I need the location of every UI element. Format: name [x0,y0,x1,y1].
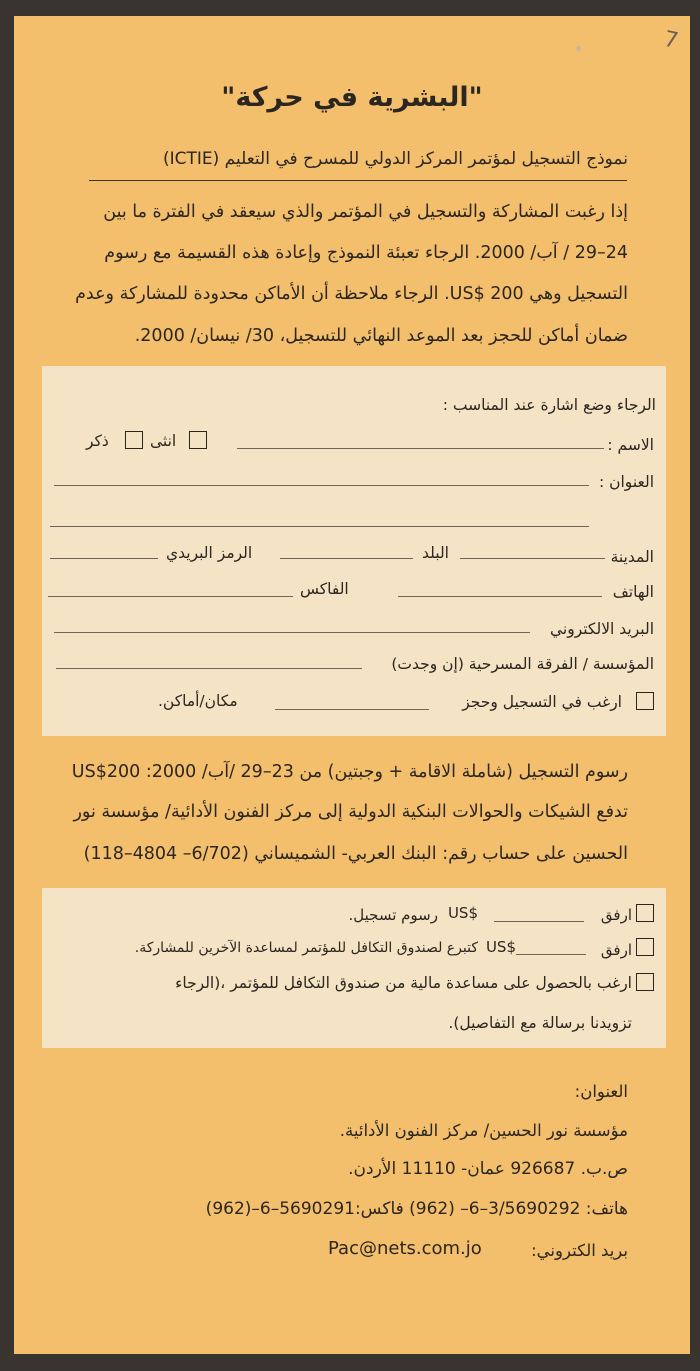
fees-line-3: الحسين على حساب رقم: البنك العربي- الشميساني (6/702– 4804–118) [83,844,628,864]
form-subtitle: نموذج التسجيل لمؤتمر المركز الدولي للمسرح في التعليم (ICTIE) [162,149,628,169]
fee-text: رسوم تسجيل. [348,906,438,924]
financial-aid-line-2: تزويدنا برسالة مع التفاصيل). [448,1014,632,1032]
handwritten-mark: 7 [661,26,681,55]
email-field[interactable] [54,632,530,633]
city-field[interactable] [460,558,605,559]
financial-aid-line-1: ارغب بالحصول على مساعدة مالية من صندوق التكافل للمؤتمر ،(الرجاء [175,974,632,992]
instruction-text: الرجاء وضع اشارة عند المناسب : [442,396,656,414]
attach-donation-checkbox[interactable] [636,938,654,956]
phone-label: الهاتف [612,583,654,601]
registration-card [14,16,690,1354]
org-field[interactable] [56,668,362,669]
donation-text: كتبرع لصندوق التكافل للمؤتمر لمساعدة الآخرين للمشاركة. [134,940,478,956]
contact-org: مؤسسة نور الحسين/ مركز الفنون الأدائية. [339,1121,628,1140]
name-label: الاسم : [607,436,654,454]
subtitle-underline [89,180,627,181]
fax-label: الفاكس [300,580,349,598]
email-label: البريد الالكتروني [549,620,654,638]
postal-label: الرمز البريدي [166,544,253,562]
reserve-checkbox[interactable] [636,692,654,710]
intro-line-3: التسجيل وهي 200 $US. الرجاء ملاحظة أن الأماكن محدودة للمشاركة وعدم [75,284,628,304]
intro-line-2: 24–29 / آب/ 2000. الرجاء تعبئة النموذج وإعادة هذه القسيمة مع رسوم [104,243,628,263]
fee-amount-field[interactable] [494,921,584,922]
contact-pobox: ص.ب. 926687 عمان- 11110 الأردن. [348,1159,628,1179]
pencil-dot [576,46,581,51]
details-panel [42,366,666,736]
name-field[interactable] [237,448,604,449]
contact-heading: العنوان: [574,1082,628,1101]
male-label: ذكر [86,432,109,450]
country-label: البلد [422,544,449,562]
country-field[interactable] [280,558,413,559]
postal-field[interactable] [50,558,158,559]
fee-currency: $US [447,904,478,922]
fax-field[interactable] [48,596,293,597]
form-title: "البشرية في حركة" [221,82,483,113]
org-label: المؤسسة / الفرقة المسرحية (إن وجدت) [391,655,654,673]
contact-email-label: بريد الكتروني: [531,1241,628,1260]
intro-line-1: إذا رغبت المشاركة والتسجيل في المؤتمر والذي سيعقد في الفترة ما بين [103,202,628,222]
address-field-1[interactable] [54,485,589,486]
address-field-2[interactable] [50,526,589,527]
donation-amount-field[interactable] [516,954,586,955]
donation-currency: $US [485,938,516,956]
female-label: انثى [150,432,177,450]
city-label: المدينة [610,548,654,566]
places-count-field[interactable] [275,709,429,710]
payment-panel [42,888,666,1048]
male-checkbox[interactable] [125,431,143,449]
fees-line-2: تدفع الشيكات والحوالات البنكية الدولية إلى مركز الفنون الأدائية/ مؤسسة نور [73,802,628,822]
address-label: العنوان : [598,473,654,491]
reserve-label: ارغب في التسجيل وحجز [462,693,622,711]
phone-field[interactable] [398,596,602,597]
attach-donation-label: ارفق [600,941,632,959]
financial-aid-checkbox[interactable] [636,973,654,991]
contact-phone: هاتف: 3/5690292–6– (962) فاكس:5690291–6–(962) [205,1199,628,1219]
fees-line-1: رسوم التسجيل (شاملة الاقامة + وجبتين) من 23–29 /آب/ 2000: US$200 [71,762,628,782]
attach-fee-checkbox[interactable] [636,904,654,922]
places-label: مكان/أماكن. [158,692,238,710]
intro-line-4: ضمان أماكن للحجز بعد الموعد النهائي للتسجيل، 30/ نيسان/ 2000. [134,326,628,346]
female-checkbox[interactable] [189,431,207,449]
attach-fee-label: ارفق [600,906,632,924]
contact-email[interactable]: Pac@nets.com.jo [328,1238,482,1259]
